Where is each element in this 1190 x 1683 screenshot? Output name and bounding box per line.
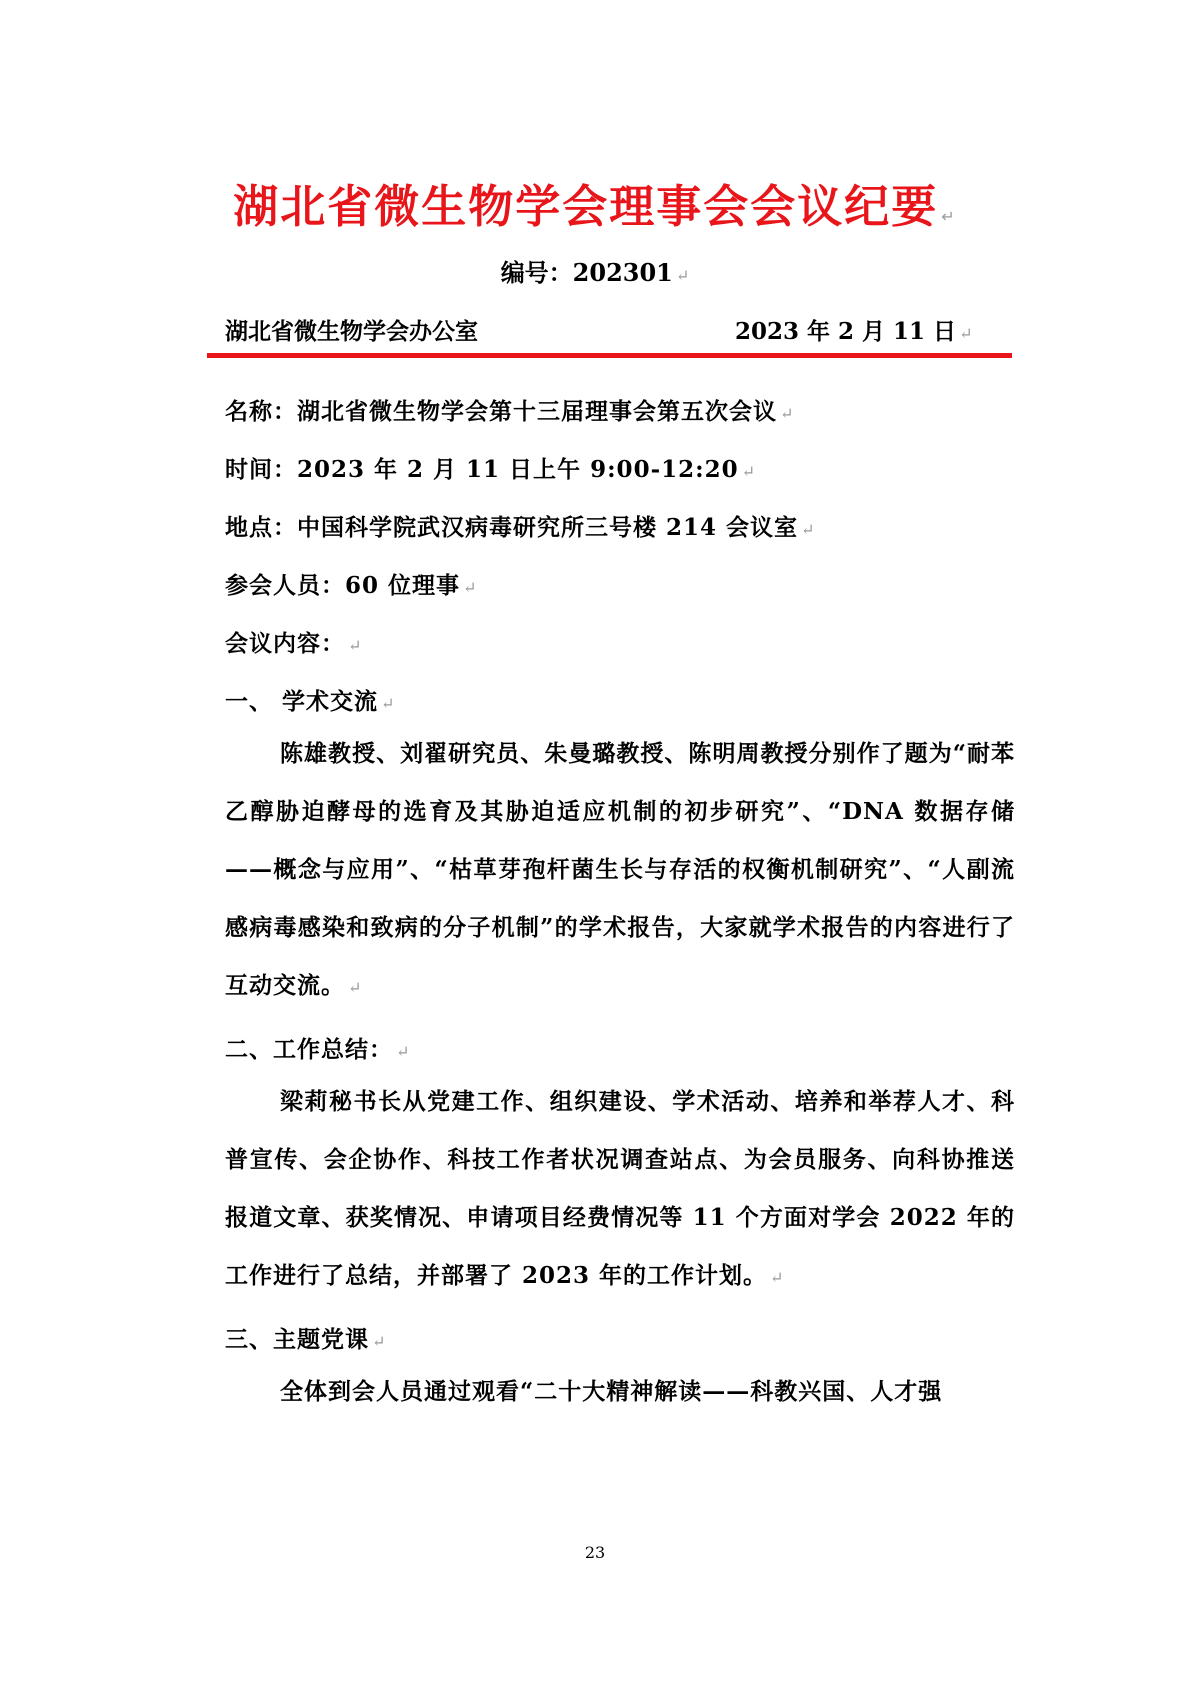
- meeting-content-label: 会议内容： ↵: [225, 630, 363, 657]
- section-heading: 三、主题党课 ↵: [225, 1326, 387, 1353]
- section-body: 全体到会人员通过观看“二十大精神解读——科教兴国、人才强: [280, 1378, 943, 1405]
- issuing-office: 湖北省微生物学会办公室: [225, 318, 478, 345]
- paragraph-mark: ↵: [348, 978, 363, 997]
- paragraph-mark: ↵: [741, 462, 757, 481]
- paragraph-mark: ↵: [675, 266, 690, 285]
- paragraph-mark: ↵: [348, 636, 363, 655]
- section-heading: 一、 学术交流 ↵: [225, 688, 396, 715]
- document-title: 湖北省微生物学会理事会会议纪要 ↵: [233, 180, 957, 233]
- paragraph-mark: ↵: [463, 578, 478, 597]
- red-divider-line: [207, 353, 1012, 358]
- page-number: 23: [584, 1543, 606, 1562]
- section-heading: 二、工作总结： ↵: [225, 1036, 411, 1063]
- issue-date: 2023 年 2 月 11 日 ↵: [735, 318, 973, 345]
- section-body: 陈雄教授、刘翟研究员、朱曼璐教授、陈明周教授分别作了题为“耐苯乙醇胁迫酵母的选育及其胁迫适应机制的初步研究”、“DNA 数据存储——概念与应用”、“枯草芽孢杆菌生长与存活的权衡机制研究”、“人副流感病毒感染和致病的分子机制”的学术报告，大家就学术报告的内容进行了互动交流。 ↵: [225, 740, 1015, 999]
- paragraph-mark: ↵: [396, 1042, 411, 1061]
- meeting-time: 时间：2023 年 2 月 11 日上午 9:00-12:20 ↵: [225, 456, 757, 483]
- paragraph-mark: ↵: [381, 694, 396, 713]
- meeting-place: 地点：中国科学院武汉病毒研究所三号楼 214 会议室 ↵: [225, 514, 816, 541]
- paragraph-mark: ↵: [941, 207, 957, 226]
- paragraph-mark: ↵: [959, 324, 973, 343]
- meeting-name: 名称：湖北省微生物学会第十三届理事会第五次会议 ↵: [225, 398, 795, 425]
- document-serial: 编号：202301 ↵: [500, 258, 690, 287]
- paragraph-mark: ↵: [780, 404, 795, 423]
- paragraph-mark: ↵: [770, 1268, 785, 1287]
- paragraph-mark: ↵: [801, 520, 816, 539]
- section-body: 梁莉秘书长从党建工作、组织建设、学术活动、培养和举荐人才、科普宣传、会企协作、科技工作者状况调查站点、为会员服务、向科协推送报道文章、获奖情况、申请项目经费情况等 11 个方面对学会 2022 年的工作进行了总结，并部署了 2023 年的工作计划。 ↵: [225, 1088, 1015, 1289]
- paragraph-mark: ↵: [372, 1332, 387, 1351]
- meeting-attendees: 参会人员：60 位理事 ↵: [225, 572, 478, 599]
